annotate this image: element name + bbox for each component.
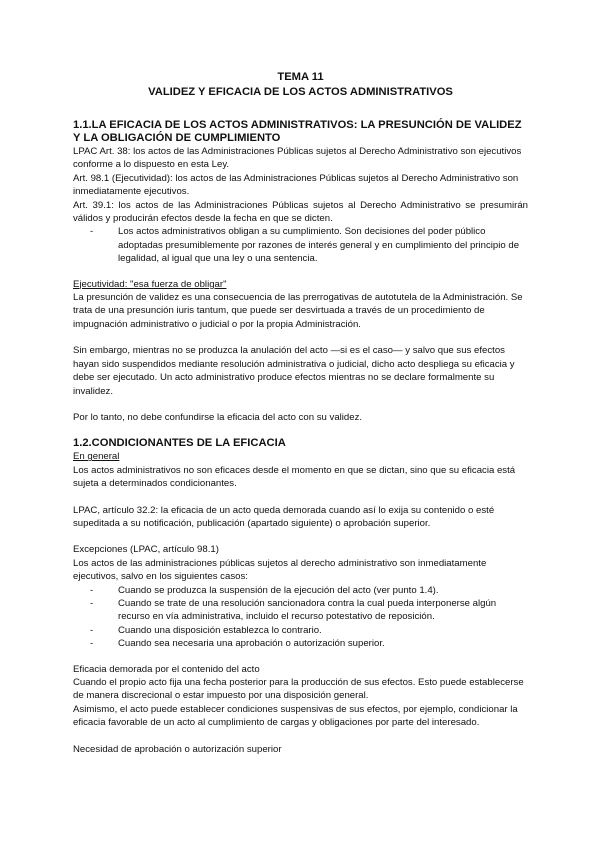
eficacia-demorada-paragraph-2: Asimismo, el acto puede establecer condiciones suspensivas de sus efectos, por ejemplo, condicionar la eficacia favorable de un acto al cumplimiento de cargas y obligaciones por parte del interesado. [73,703,518,729]
title-line-2: VALIDEZ Y EFICACIA DE LOS ACTOS ADMINISTRATIVOS [148,85,453,98]
list-item-text: Cuando se produzca la suspensión de la ejecución del acto (ver punto 1.4). [118,584,439,596]
title-line-1: TEMA 11 [277,71,324,83]
eficacia-demorada-paragraph-1: Cuando el propio acto fija una fecha posterior para la producción de sus efectos. Esto puede establecerse de manera discrecional o estar impuesto por una disposición general. [73,677,524,702]
exceptions-list [73,584,528,651]
section-2-heading: 1.2.CONDICIONANTES DE LA EFICACIA [73,437,286,450]
eficacia-demorada-subheading: Eficacia demorada por el contenido del acto [73,663,260,675]
dash-bullet-icon: - [90,597,94,609]
aprobacion-subheading: Necesidad de aprobación o autorización superior [73,743,282,755]
dash-bullet-icon: - [90,624,94,636]
ejecutividad-subheading: Ejecutividad: "esa fuerza de obligar" [73,278,227,290]
section-1-heading [73,119,528,145]
presuncion-paragraph: La presunción de validez es una consecuencia de las prerrogativas de autotutela de la Administración. Se trata de una presunción iuris tantum, que puede ser desvirtuada a través de un procedimiento de impugnación administrativo o judicial o por la propia Administración. [73,292,523,330]
list-item [73,584,528,597]
list-item [73,597,528,624]
section-1-heading-line-1: 1.1.LA EFICACIA DE LOS ACTOS ADMINISTRATIVOS: LA PRESUNCIÓN DE VALIDEZ [73,119,522,131]
list-item-text: Cuando una disposición establezca lo contrario. [118,624,322,636]
document-title [73,70,528,99]
list-item-text: Los actos administrativos obligan a su cumplimiento. Son decisiones del poder público adoptadas presumiblemente por razones de interés general y en cumplimiento del principio de legalidad, al igual que una ley o una sentencia. [118,226,520,265]
en-general-subheading: En general [73,451,120,463]
list-item-text: Cuando sea necesaria una aprobación o autorización superior. [118,638,385,650]
por-lo-tanto-paragraph: Por lo tanto, no debe confundirse la eficacia del acto con su validez. [73,411,363,423]
lpac-art-38-paragraph: LPAC Art. 38: los actos de las Administraciones Públicas sujetos al Derecho Administrativo son ejecutivos conforme a lo dispuesto en esta Ley. [73,146,522,171]
excepciones-paragraph: Los actos de las administraciones públicas sujetos al derecho administrativo son inmediatamente ejecutivos, salvo en los siguientes casos: [73,557,487,583]
section-1-bullet-list [73,225,528,265]
art-98-paragraph: Art. 98.1 (Ejecutividad): los actos de las Administraciones Públicas sujetos al Derecho Administrativo son inmediatamente ejecutivos. [73,172,519,198]
sin-embargo-paragraph: Sin embargo, mientras no se produzca la anulación del acto —si es el caso— y salvo que sus efectos hayan sido suspendidos mediante resolución administrativa o judicial, dicho acto despliega su eficacia y debe ser ejecutado. Un acto administrativo produce efectos mientras no se declare formalmente su invalidez. [73,345,515,397]
document-page [73,70,528,756]
en-general-paragraph: Los actos administrativos no son eficaces desde el momento en que se dictan, sino que su eficacia está sujeta a determinados condicionantes. [73,464,516,490]
section-1-heading-line-2: Y LA OBLIGACIÓN DE CUMPLIMIENTO [73,132,281,144]
dash-bullet-icon: - [90,638,94,650]
dash-bullet-icon: - [90,226,94,238]
excepciones-subheading: Excepciones (LPAC, artículo 98.1) [73,544,219,556]
art-39-paragraph: Art. 39.1: los actos de las Administraciones Públicas sujetos al Derecho Administrativo se presumirán válidos y producirán efectos desde la fecha en que se dicten. [73,199,528,225]
list-item [73,637,528,650]
lpac-32-paragraph: LPAC, artículo 32.2: la eficacia de un acto queda demorada cuando así lo exija su contenido o esté supeditada a su notificación, publicación (apartado siguiente) o aprobación superior. [73,504,495,529]
list-item [73,624,528,637]
list-item-text: Cuando se trate de una resolución sancionadora contra la cual pueda interponerse algún recurso en vía administrativa, incluido el recurso potestativo de reposición. [118,597,497,623]
list-item [73,225,528,265]
dash-bullet-icon: - [90,584,94,596]
